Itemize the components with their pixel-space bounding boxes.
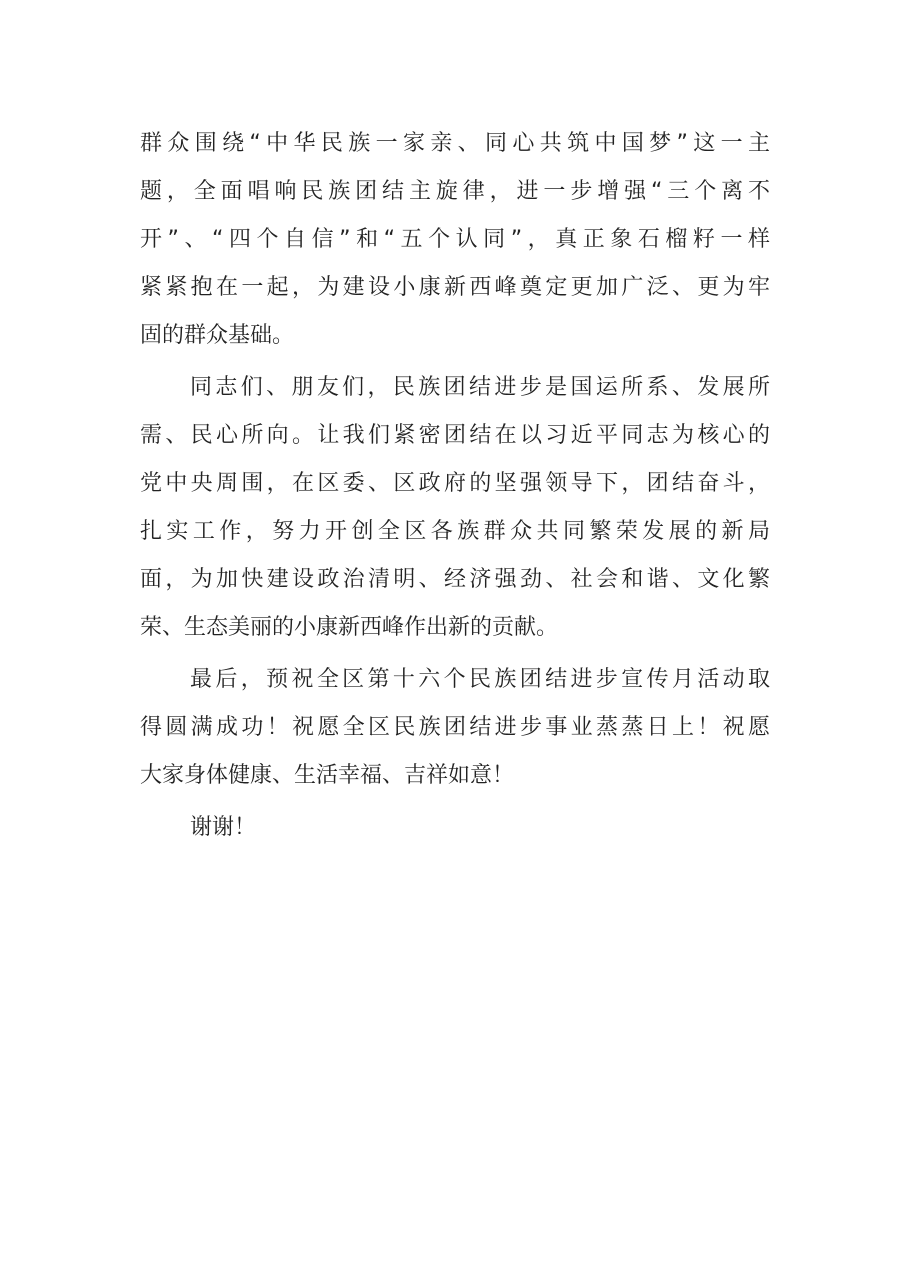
- text-line: 紧紧抱在一起，为建设小康新西峰奠定更加广泛、更为牢: [140, 275, 770, 300]
- text-line: 党中央周围，在区委、区政府的坚强领导下，团结奋斗，: [140, 471, 770, 496]
- text-line: 题，全面唱响民族团结主旋律，进一步增强“三个离不: [140, 179, 770, 204]
- text-line: 谢谢！: [190, 815, 257, 840]
- text-line: 面，为加快建设政治清明、经济强劲、社会和谐、文化繁: [140, 567, 770, 592]
- paragraph: [140, 120, 770, 360]
- paragraph: [140, 656, 770, 800]
- text-line: 同志们、朋友们，民族团结进步是国运所系、发展所: [190, 375, 770, 400]
- text-line: 群众围绕“中华民族一家亲、同心共筑中国梦”这一主: [140, 131, 770, 156]
- text-line: 最后，预祝全区第十六个民族团结进步宣传月活动取: [190, 667, 770, 692]
- paragraph: [140, 804, 770, 852]
- text-line: 开”、“四个自信”和“五个认同”，真正象石榴籽一样: [140, 227, 770, 252]
- text-line: 荣、生态美丽的小康新西峰作出新的贡献。: [140, 615, 559, 640]
- text-line: 扎实工作，努力开创全区各族群众共同繁荣发展的新局: [140, 519, 770, 544]
- text-line: 固的群众基础。: [140, 323, 295, 348]
- text-line: 得圆满成功！祝愿全区民族团结进步事业蒸蒸日上！祝愿: [140, 715, 770, 740]
- document-body: [140, 120, 770, 852]
- paragraph: [140, 364, 770, 652]
- text-line: 需、民心所向。让我们紧密团结在以习近平同志为核心的: [140, 423, 770, 448]
- text-line: 大家身体健康、生活幸福、吉祥如意！: [140, 763, 515, 788]
